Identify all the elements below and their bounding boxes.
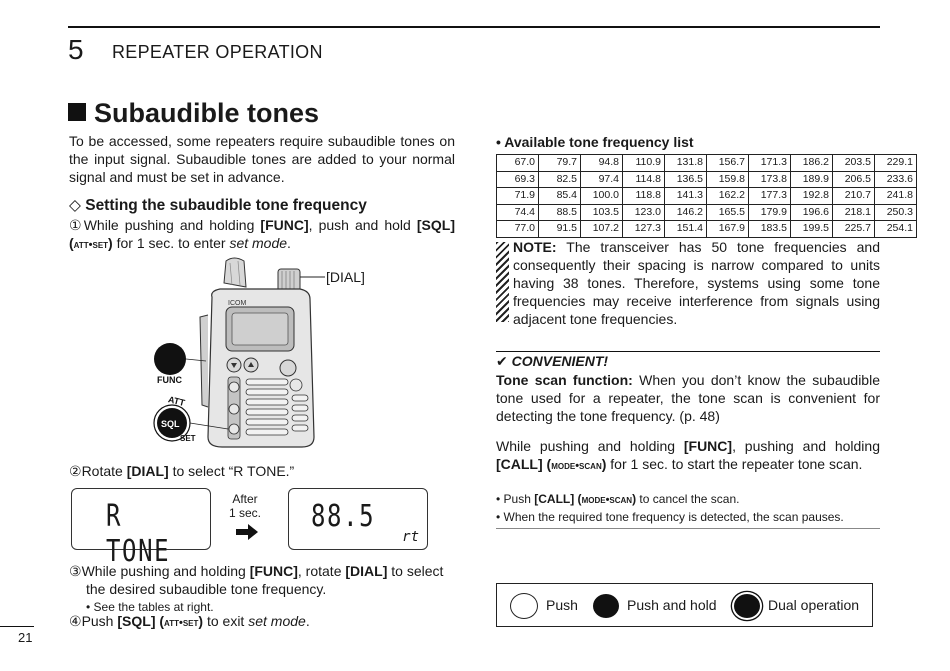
tone-cell: 69.3 [497,171,539,188]
mode-scan-label-2: mode•scan [581,494,633,506]
table-row [497,155,917,172]
note-label: NOTE: [513,239,557,255]
step-4-text-2: to exit [203,613,249,629]
tone-cell: 118.8 [623,188,665,205]
tone-cell: 162.2 [707,188,749,205]
bullet1-text-2: to cancel the scan. [636,492,740,506]
tone-cell: 254.1 [875,221,917,238]
step-3-line-2: the desired subaudible tone frequency. [86,581,327,597]
tone-cell: 103.5 [581,204,623,221]
legend-dual-label: Dual operation [768,597,860,613]
step-3-text-3: to select [387,563,444,579]
convenient-rule [496,351,880,352]
tone-cell: 203.5 [833,155,875,172]
push-circle-icon [510,593,538,619]
paren-close: ) [108,235,113,251]
tone-cell: 151.4 [665,221,707,238]
scan-text-2: , pushing and holding [732,438,880,454]
tone-cell: 77.0 [497,221,539,238]
legend-hold-label: Push and hold [627,597,717,613]
step-4-end: . [305,613,310,629]
table-row [497,204,917,221]
tone-cell: 67.0 [497,155,539,172]
section-title-text: Subaudible tones [94,98,320,128]
step-2-text-2: to select “R TONE.” [168,463,295,479]
step-1-text: While pushing and holding [83,217,261,233]
tone-cell: 88.5 [539,204,581,221]
func-key-ref-3: [FUNC] [683,438,733,454]
tone-cell: 192.8 [791,188,833,205]
tone-cell: 71.9 [497,188,539,205]
step-3-number: ③ [69,563,82,579]
step-1-text-3: for 1 sec. to enter [112,235,230,251]
bullet1-text: • Push [496,492,535,506]
set-label: SET [180,434,196,443]
step-3-text: While pushing and holding [81,563,250,579]
tone-scan-paragraph [496,371,880,425]
tone-cell: 177.3 [749,188,791,205]
step-1-end: . [287,235,291,251]
step-4 [69,612,310,632]
tone-cell: 210.7 [833,188,875,205]
operation-legend [496,583,873,627]
func-key-ref-2: [FUNC] [249,563,298,579]
radio-illustration [150,255,380,455]
table-row [497,221,917,238]
lcd2-text: 88.5 [311,499,376,534]
set-mode-term: set mode [229,235,288,251]
sql-key-ref-2: [SQL] ( [117,613,165,629]
chapter-number: 5 [68,34,84,65]
tone-cell: 107.2 [581,221,623,238]
tone-cell: 127.3 [623,221,665,238]
lcd2-subtext: rt [402,529,419,545]
tone-cell: 189.9 [791,171,833,188]
step-2-text: Rotate [81,463,127,479]
func-key-ref: [FUNC] [260,217,309,233]
tone-cell: 91.5 [539,221,581,238]
tone-cell: 233.6 [875,171,917,188]
section-end-rule [496,528,880,529]
note-text [496,238,880,328]
tone-cell: 146.2 [665,204,707,221]
set-mode-term-2: set mode [248,613,306,629]
scan-text-3: for 1 sec. to start the repeater tone scan. [606,456,863,472]
paren-close-3: ) [601,456,607,472]
table-row [497,171,917,188]
tone-cell: 225.7 [833,221,875,238]
page-number: 21 [18,630,33,645]
tone-cell: 179.9 [749,204,791,221]
dial-key-ref-2: [DIAL] [345,563,388,579]
dial-key-ref: [DIAL] [126,463,169,479]
tone-cell: 167.9 [707,221,749,238]
step-2 [69,462,294,480]
tone-scan-label: Tone scan function: [496,372,633,388]
legend-dual [734,592,859,618]
att-set-label-2: att•set [164,617,199,629]
att-label: ATT [167,394,186,408]
push-hold-circle-icon [593,594,619,618]
tone-cell: 123.0 [623,204,665,221]
sql-key-ref: [SQL] ( [69,217,455,251]
step-1 [69,216,455,254]
step-2-number: ② [69,463,82,479]
call-key-ref: [CALL] ( [496,456,552,472]
lcd1-text: R TONE [106,499,171,569]
legend-hold [593,592,717,618]
tone-scan-text: When you don’t know the subaudible tone used for a repeater, the tone scan is convenient for detecting the tone frequency. (p. 48) [496,372,880,424]
note-block [496,238,880,328]
tone-cell: 74.4 [497,204,539,221]
tone-cell: 131.8 [665,155,707,172]
sql-label: SQL [161,419,180,429]
step-3 [69,562,457,616]
tone-cell: 141.3 [665,188,707,205]
repeater-scan-paragraph [496,437,880,475]
step-4-text: Push [81,613,118,629]
tone-cell: 229.1 [875,155,917,172]
lcd-display-r-tone [71,488,211,569]
att-set-label: att•set [73,239,109,251]
convenient-title: ✔ CONVENIENT! [496,353,609,369]
tone-cell: 114.8 [623,171,665,188]
call-key-ref-2: [CALL] ( [534,492,582,506]
tone-cell: 100.0 [581,188,623,205]
dual-operation-circle-icon [734,594,760,618]
note-body: The transceiver has 50 tone frequencies and consequently their spacing is narrow compared to units having 38 tones. Therefore, systems using some tone frequencies may receive interference from signals using adjacent tone frequencies. [513,239,880,327]
page-number-rule [0,626,34,627]
brand-text: ICOM [228,300,247,307]
tone-cell: 156.7 [707,155,749,172]
note-hatch-icon [496,242,509,322]
tone-cell: 171.3 [749,155,791,172]
paren-close-4: ) [632,492,637,506]
header-rule [68,26,880,28]
tone-cell: 159.8 [707,171,749,188]
mode-scan-label: mode•scan [551,460,602,472]
tone-cell: 110.9 [623,155,665,172]
tone-cell: 136.5 [665,171,707,188]
scan-text-1: While pushing and holding [496,438,684,454]
tone-cell: 206.5 [833,171,875,188]
step-4-number: ④ [69,613,82,629]
legend-push-label: Push [546,597,578,613]
tone-list-title: • Available tone frequency list [496,134,694,150]
func-label: FUNC [157,375,182,385]
tone-frequency-table [496,154,917,238]
tone-cell: 94.8 [581,155,623,172]
lcd-display-tone [288,488,428,550]
tone-cell: 97.4 [581,171,623,188]
tone-cell: 218.1 [833,204,875,221]
after-label: After 1 sec. [228,492,261,520]
step-1-text-2: , push and hold [308,217,417,233]
setting-title: ◇ Setting the subaudible tone frequency [69,197,367,214]
tone-cell: 250.3 [875,204,917,221]
table-row [497,188,917,205]
tone-cell: 173.8 [749,171,791,188]
chapter-title: REPEATER OPERATION [112,42,323,62]
func-key-illustration [154,343,186,375]
step-3-text-2: , rotate [297,563,346,579]
dial-label: [DIAL] [326,269,365,285]
square-bullet-icon [68,103,86,121]
bullet-cancel-scan [496,491,740,508]
section-title [68,98,319,129]
right-arrow-icon [236,524,258,540]
step-3-note: • See the tables at right. [86,600,214,614]
tone-cell: 241.8 [875,188,917,205]
intro-paragraph: To be accessed, some repeaters require subaudible tones on the input signal. Subaudible tones are added to your normal signal and must be set in advance. [69,133,455,185]
legend-push [510,592,578,619]
bullet-scan-pauses: • When the required tone frequency is detected, the scan pauses. [496,510,844,524]
tone-cell: 199.5 [791,221,833,238]
tone-cell: 79.7 [539,155,581,172]
tone-cell: 165.5 [707,204,749,221]
step-1-number: ① [69,217,84,233]
tone-cell: 82.5 [539,171,581,188]
paren-close-2: ) [198,613,204,629]
tone-cell: 196.6 [791,204,833,221]
tone-cell: 85.4 [539,188,581,205]
tone-cell: 183.5 [749,221,791,238]
tone-cell: 186.2 [791,155,833,172]
